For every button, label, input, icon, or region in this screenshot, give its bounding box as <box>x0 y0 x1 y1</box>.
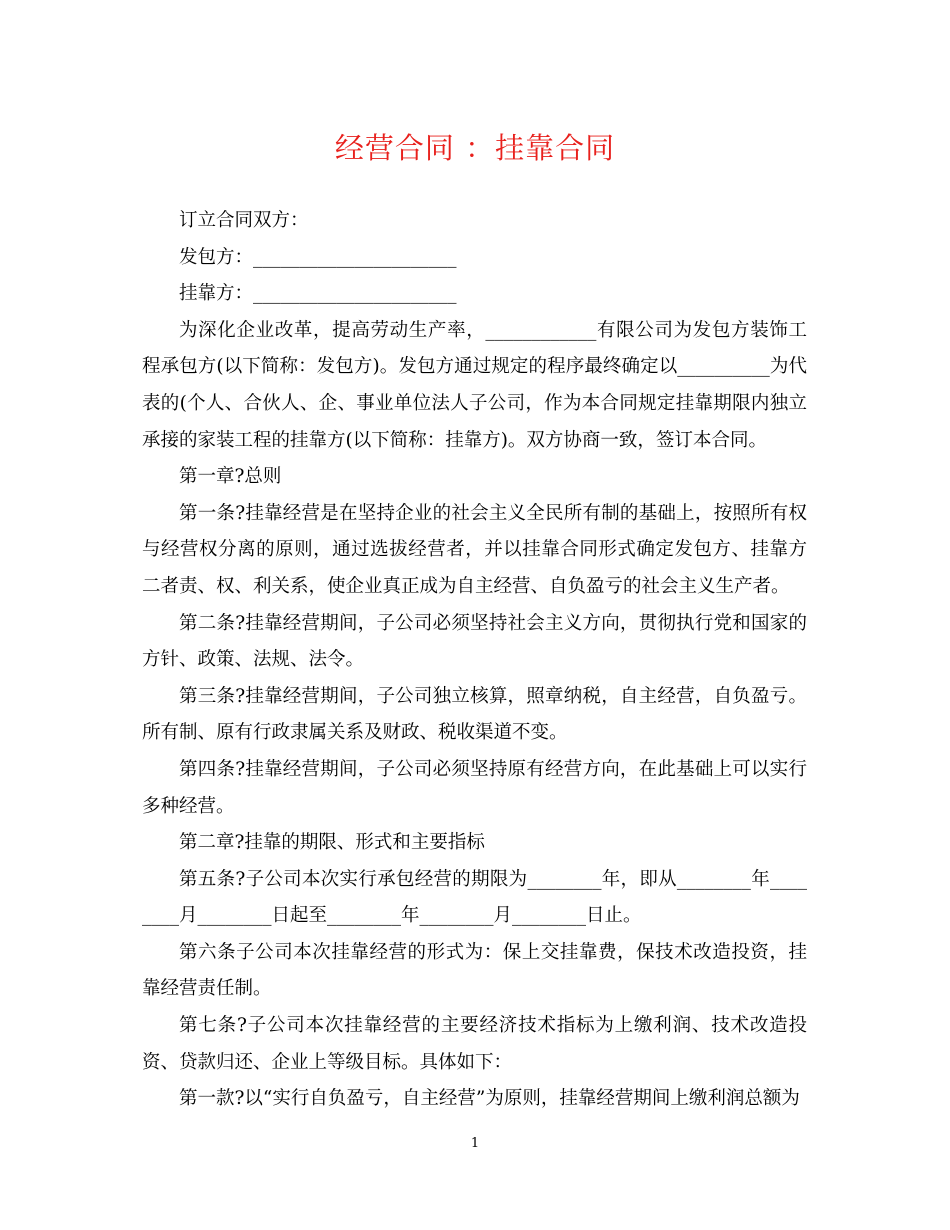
paragraph-employer-line: 发包方：______________________ <box>179 246 457 268</box>
document-body <box>142 203 807 1118</box>
article-four: 第四条?挂靠经营期间，子公司必须坚持原有经营方向，在此基础上可以实行多种经营。 <box>142 758 807 817</box>
article-three: 第三条?挂靠经营期间，子公司独立核算，照章纳税，自主经营，自负盈亏。所有制、原有行政隶属关系及财政、税收渠道不变。 <box>142 685 807 744</box>
paragraph-affiliate-line: 挂靠方：______________________ <box>179 283 457 305</box>
article-five: 第五条?子公司本次实行承包经营的期限为________年，即从________年________月________日起至________年________月________日止。 <box>142 868 807 927</box>
clause-one: 第一款?以“实行自负盈亏，自主经营”为原则，挂靠经营期间上缴利润总额为 <box>179 1088 800 1110</box>
article-two: 第二条?挂靠经营期间，子公司必须坚持社会主义方向，贯彻执行党和国家的方针、政策、法规、法令。 <box>142 612 807 671</box>
article-six: 第六条子公司本次挂靠经营的形式为：保上交挂靠费，保技术改造投资，挂靠经营责任制。 <box>142 941 807 1000</box>
page-number: 1 <box>470 1136 480 1151</box>
document-title: 经营合同 ：挂靠合同 <box>334 131 616 165</box>
chapter-one-heading: 第一章?总则 <box>179 466 282 488</box>
paragraph-preamble: 为深化企业改革，提高劳动生产率，____________有限公司为发包方装饰工程承包方(以下简称：发包方)。发包方通过规定的程序最终确定以__________为代表的(个人、合伙人、企、事业单位法人子公司，作为本合同规定挂靠期限内独立承接的家装工程的挂靠方(以下简称：挂靠方)。双方协商一致，签订本合同。 <box>142 319 807 451</box>
article-seven: 第七条?子公司本次挂靠经营的主要经济技术指标为上缴利润、技术改造投资、贷款归还、企业上等级目标。具体如下： <box>142 1015 807 1073</box>
article-one: 第一条?挂靠经营是在坚持企业的社会主义全民所有制的基础上，按照所有权与经营权分离的原则，通过选拔经营者，并以挂靠合同形式确定发包方、挂靠方二者责、权、利关系，使企业真正成为自主经营、自负盈亏的社会主义生产者。 <box>142 502 807 597</box>
chapter-two-heading: 第二章?挂靠的期限、形式和主要指标 <box>179 832 485 854</box>
paragraph-contract-parties: 订立合同双方： <box>179 210 309 231</box>
